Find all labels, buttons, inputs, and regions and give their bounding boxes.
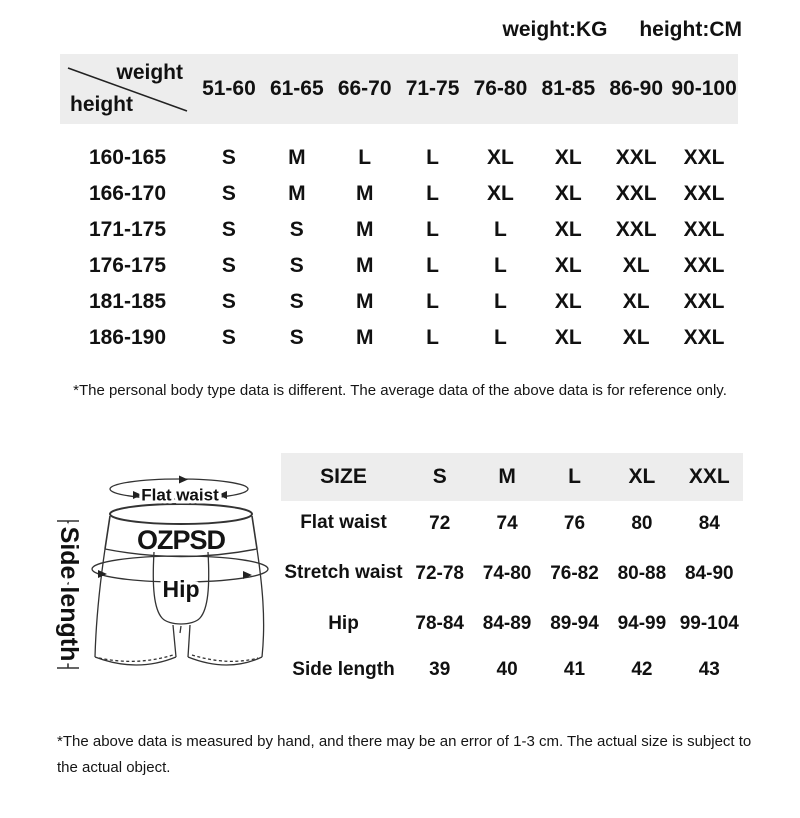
measure-header-size: SIZE <box>281 453 406 501</box>
measure-value-cell: 99-104 <box>679 613 739 634</box>
measure-value-cell: 94-99 <box>617 613 667 634</box>
size-cell: XXL <box>615 218 657 241</box>
size-cell: S <box>289 290 304 313</box>
measure-row-label: Stretch waist <box>284 562 403 584</box>
size-cell: L <box>426 254 439 277</box>
size-cell: L <box>426 290 439 313</box>
height-row-label: 171-175 <box>88 218 167 241</box>
measure-row-label: Hip <box>328 612 359 634</box>
weight-unit-label: weight:KG <box>502 18 608 41</box>
measure-row-label: Side length <box>292 658 395 680</box>
size-cell: XL <box>554 218 582 241</box>
size-cell: S <box>221 218 236 241</box>
size-cell: XL <box>554 254 582 277</box>
size-cell: XXL <box>615 146 657 169</box>
measure-value-cell: 74 <box>496 512 518 534</box>
size-cell: M <box>288 182 306 205</box>
measure-row-label: Flat waist <box>300 512 387 534</box>
measure-value-cell: 76-82 <box>550 562 599 584</box>
size-cell: S <box>221 146 236 169</box>
size-cell: S <box>289 326 304 349</box>
size-cell: L <box>494 290 507 313</box>
weight-col-header: 71-75 <box>399 54 467 124</box>
side-length-label: Side length <box>55 526 83 662</box>
size-cell: XL <box>487 146 514 169</box>
measure-header-cell: XL <box>608 453 675 501</box>
size-cell: XXL <box>683 182 725 205</box>
matrix-spacer <box>60 124 738 140</box>
units-line <box>0 18 800 42</box>
size-matrix-table <box>60 54 738 356</box>
size-cell: XL <box>487 182 514 205</box>
hem-stitch-left <box>99 655 173 661</box>
measure-header-cell: L <box>541 453 608 501</box>
size-cell: L <box>426 182 439 205</box>
measure-value-cell: 78-84 <box>415 613 464 634</box>
size-cell: XL <box>622 290 650 313</box>
measure-value-cell: 76 <box>563 512 586 534</box>
measure-value-cell: 84-89 <box>482 613 532 634</box>
measurement-footnote: *The above data is measured by hand, and there may be an error of 1-3 cm. The actual size is subject to the actual object. <box>57 733 752 777</box>
measure-value-cell: 72-78 <box>415 562 464 584</box>
flat-waist-label: Flat waist <box>141 485 219 505</box>
measure-value-cell: 89-94 <box>550 613 599 634</box>
size-cell: L <box>358 146 372 169</box>
size-cell: XL <box>622 254 650 277</box>
measure-header-cell: M <box>473 453 540 501</box>
size-cell: S <box>221 290 236 313</box>
size-cell: M <box>355 182 374 205</box>
size-cell: M <box>355 326 374 349</box>
measure-value-cell: 41 <box>563 659 586 680</box>
height-row-label: 186-190 <box>88 326 167 349</box>
matrix-corner-cell <box>60 54 195 124</box>
size-cell: XXL <box>683 290 725 313</box>
bottom-section <box>0 453 800 707</box>
size-cell: XXL <box>683 218 725 241</box>
measure-value-cell: 42 <box>631 659 653 680</box>
waistband-opening <box>110 504 252 524</box>
hip-label: Hip <box>162 576 200 602</box>
measure-value-cell: 74-80 <box>482 562 532 584</box>
measure-value-cell: 80 <box>631 512 653 534</box>
matrix-footnote: *The personal body type data is different. The average data of the above data is for reference only. <box>73 382 727 399</box>
size-cell: XL <box>554 290 582 313</box>
size-cell: S <box>221 182 236 205</box>
size-cell: XXL <box>615 182 657 205</box>
weight-col-header: 81-85 <box>534 54 602 124</box>
flat-waist-arrow-right <box>218 491 227 499</box>
size-cell: XL <box>554 146 582 169</box>
size-cell: S <box>221 326 236 349</box>
measurement-table <box>281 453 743 693</box>
hem-stitch-right <box>192 655 258 661</box>
height-unit-label: height:CM <box>639 18 742 41</box>
boxers-illustration <box>45 461 281 707</box>
measure-header-cell: S <box>406 453 473 501</box>
measure-value-cell: 84-90 <box>684 562 734 584</box>
size-cell: L <box>494 254 507 277</box>
size-cell: XXL <box>683 254 725 277</box>
weight-col-header: 86-90 <box>602 54 670 124</box>
size-cell: L <box>494 218 507 241</box>
measure-value-cell: 84 <box>698 512 720 534</box>
measure-value-cell: 72 <box>429 512 451 534</box>
size-cell: L <box>494 326 507 349</box>
flat-waist-arrow-top <box>179 476 188 484</box>
height-row-label: 176-175 <box>88 254 167 277</box>
weight-col-header: 61-65 <box>263 54 331 124</box>
corner-weight-label: weight <box>116 61 183 84</box>
size-cell: M <box>288 146 306 169</box>
weight-col-header: 66-70 <box>331 54 399 124</box>
measure-value-cell: 40 <box>496 659 518 680</box>
size-cell: S <box>289 254 304 277</box>
size-cell: L <box>426 146 439 169</box>
size-cell: XL <box>622 326 650 349</box>
measure-value-cell: 43 <box>698 659 720 680</box>
height-row-label: 181-185 <box>88 290 167 313</box>
measure-value-cell: 80-88 <box>617 562 667 584</box>
size-cell: M <box>355 290 374 313</box>
corner-height-label: height <box>70 93 133 116</box>
size-cell: S <box>221 254 236 277</box>
weight-col-header: 76-80 <box>467 54 535 124</box>
weight-col-header: 90-100 <box>670 54 738 124</box>
measure-value-cell: 39 <box>429 659 451 680</box>
measure-header-cell: XXL <box>676 453 743 501</box>
size-cell: XXL <box>683 146 725 169</box>
brand-logo: OZPSD <box>136 525 226 555</box>
size-cell: M <box>355 254 374 277</box>
height-row-label: 166-170 <box>88 182 167 205</box>
size-cell: XXL <box>683 326 725 349</box>
size-cell: S <box>289 218 304 241</box>
size-cell: L <box>426 218 439 241</box>
size-cell: XL <box>554 326 582 349</box>
size-cell: M <box>355 218 374 241</box>
height-row-label: 160-165 <box>88 146 167 169</box>
size-cell: XL <box>554 182 582 205</box>
weight-col-header: 51-60 <box>195 54 263 124</box>
size-cell: L <box>426 326 439 349</box>
